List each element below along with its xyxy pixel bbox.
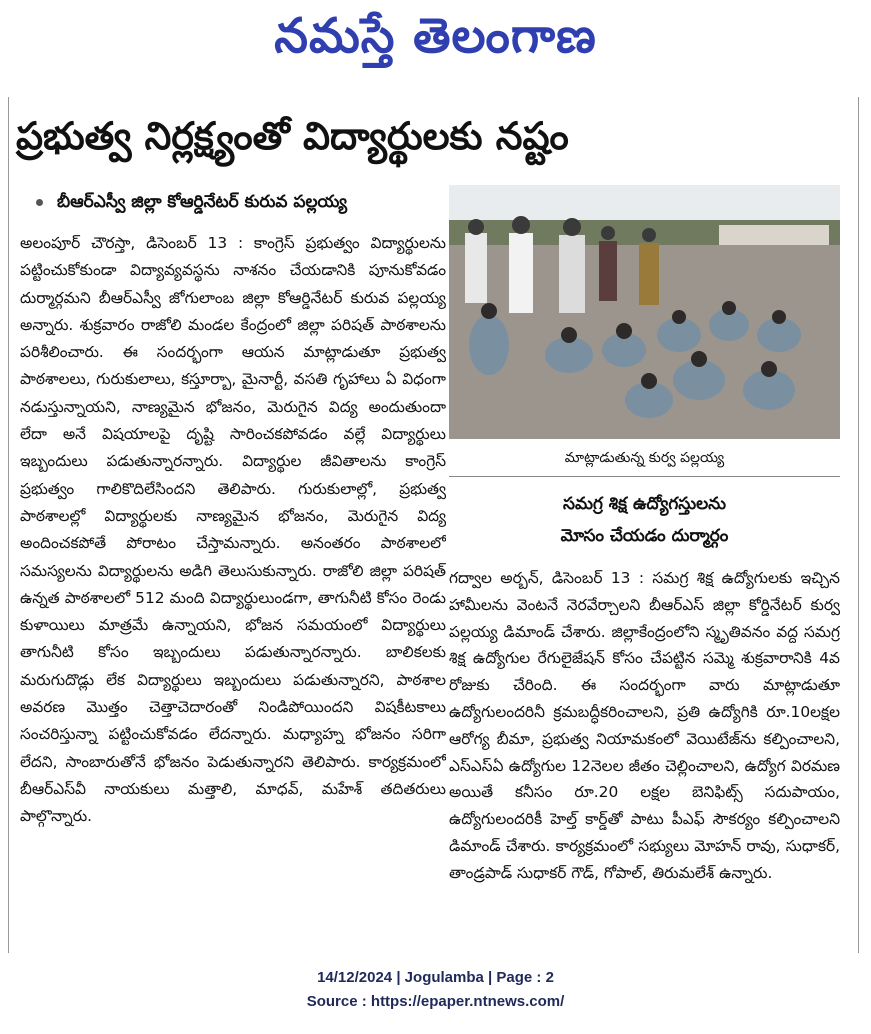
news-photo	[449, 185, 840, 439]
article-body: అలంపూర్‌ చౌరస్తా, డిసెంబర్‌ 13 : కాంగ్రెస్‌ ప్రభుత్వం విద్యార్థులను పట్టించుకోకుండా విద్యావ్యవస్థను నాశనం చేయడానికి పూనుకోవడం దుర్మార్గమని బీఆర్‌ఎస్వీ జోగులాంబ జిల్లా కోఆర్డినేటర్‌ కురువ పల్లయ్య అన్నారు. శుక్రవారం రాజోలి మండల కేంద్రంలో జిల్లా పరిషత్‌ పాఠశాలను పరిశీలించారు. ఈ సందర్భంగా ఆయన మాట్లాడుతూ ప్రభుత్వ పాఠశాలలు, గురుకులాలు, కస్తూర్బా, మైనార్టీ, వసతి గృహాలు ఏ విధంగా నడుస్తున్నాయని, నాణ్యమైన భోజనం, మెరుగైన విద్య అందుతుందా లేదా అనే విషయాలపై దృష్టి సారించకపోవడం వల్లే విద్యార్థులు ఇబ్బందులు పడుతున్నారన్నారు. విద్యార్థుల జీవితాలను కాంగ్రెస్‌ ప్రభుత్వం గాలికొదిలేసిందని తెలిపారు. గురుకులాల్లో, ప్రభుత్వ పాఠశాలల్లో విద్యార్థులకు నాణ్యమైన భోజనం, మెరుగైన విద్య అందించకపోతే పోరాటం చేస్తామన్నారు. అనంతరం పాఠశాలలో సమస్యలను విద్యార్థులను అడిగి తెలుసుకున్నారు. రాజోలి జిల్లా పరిషత్‌ ఉన్నత పాఠశాలలో 512 మంది విద్యార్థులుండగా, తాగునీటి కోసం రెండు కుళాయిలు మాత్రమే ఉన్నాయని, భోజన సమయంలో విద్యార్థులు తాగునీటి కోసం ఇబ్బందులు పడుతున్నారన్నారు. బాలికలకు మరుగుదొడ్లు లేక విద్యార్థులు ఇబ్బందులు పడుతున్నారని, పాఠశాల అవరణ మొత్తం చెత్తాచెదారంతో నిండిపోయిందని విషకీటకాలు సంచరిస్తున్నా పట్టించుకోవడం లేదన్నారు. మధ్యాహ్న భోజనం సరిగా లేదని, సాంబారుతోనే భోజనం పెడుతున్నారని తెలిపారు. కార్యక్రమంలో బీఆర్‌ఎస్‌వీ నాయకులు మత్తాలి, మాధవ్‌, మహేశ్‌ తదితరులు పాల్గొన్నారు.	[20, 234, 446, 826]
photo-illustration	[449, 185, 840, 439]
divider	[449, 476, 840, 477]
side-article-headline	[449, 488, 840, 552]
article-headline: ప్రభుత్వ నిర్లక్ష్యంతో విద్యార్థులకు నష్టం	[16, 114, 569, 158]
photo-caption: మాట్లాడుతున్న కుర్వ పల్లయ్య	[564, 450, 725, 466]
footer	[0, 966, 871, 1014]
bullet-icon	[36, 199, 43, 206]
side-article-body: గద్వాల అర్బన్‌, డిసెంబర్‌ 13 : సమగ్ర శిక్ష ఉద్యోగులకు ఇచ్చిన హామీలను వెంటనే నెరవేర్చాలని బీఆర్‌ఎస్‌ జిల్లా కోర్డినేటర్‌ కుర్వ పల్లయ్య డిమాండ్‌ చేశారు. జిల్లాకేంద్రంలోని స్మృతివనం వద్ద సమగ్ర శిక్ష ఉద్యోగుల రేగులైజేషన్‌ కోసం చేపట్టిన సమ్మె శుక్రవారానికి 4వ రోజుకు చేరింది. ఈ సందర్భంగా వారు మాట్లాడుతూ ఉద్యోగులందరినీ క్రమబద్ధీకరించాలని, ప్రతి ఉద్యోగికి రూ.10లక్షల ఆరోగ్య బీమా, ప్రభుత్వ నియామకంలో వెయిటేజ్‌ను కల్పించాలని, ఎస్‌ఎస్‌ఏ ఉద్యోగుల 12నెలల జీతం చెల్లించాలని, ఉద్యోగ విరమణ అయితే కనీసం రూ.20 లక్షల బెనిఫిట్స్‌ సదుపాయం, ఉద్యోగులందరికీ హెల్త్‌ కార్డ్‌తో పాటు పీఎఫ్‌ సౌకర్యం కల్పించాలని డిమాండ్‌ చేశారు. కార్యక్రమంలో సభ్యులు మోహన్‌ రావు, సుధాకర్‌, తాండ్రపాడ్‌ సుధాకర్‌ గౌడ్‌, గోపాల్‌, తిరుమలేశ్‌ ఉన్నారు.	[449, 569, 840, 882]
article-subhead	[36, 192, 416, 216]
footer-source: Source : https://epaper.ntnews.com/	[306, 993, 565, 1010]
footer-date-edition: 14/12/2024 | Jogulamba | Page : 2	[317, 969, 554, 986]
side-article-column	[449, 565, 840, 950]
side-headline-line-2: మోసం చేయడం దుర్మార్గం	[560, 526, 729, 546]
newspaper-title: నమస్తే తెలంగాణ	[274, 8, 597, 64]
masthead	[0, 0, 871, 82]
side-headline-line-1: సమగ్ర శిక్ష ఉద్యోగస్తులను	[563, 494, 726, 514]
article-subhead-text: బీఆర్‌ఎస్వీ జిల్లా కోఆర్డినేటర్‌ కురువ పల్లయ్య	[57, 192, 347, 212]
article-body-column	[20, 230, 446, 942]
